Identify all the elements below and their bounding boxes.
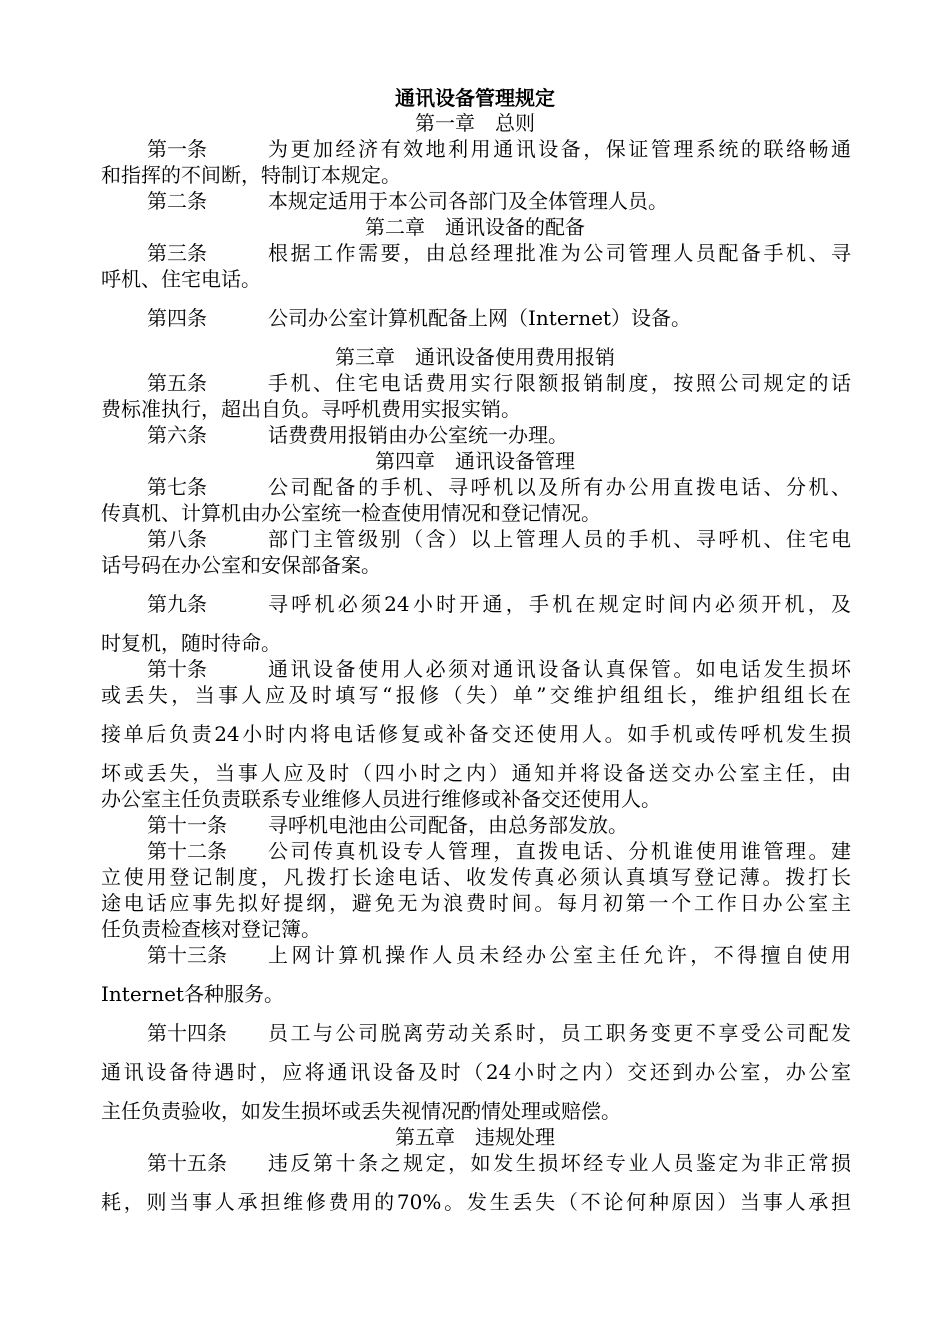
article-text: 上网计算机操作人员未经办公室主任允许，不得擅自使用 bbox=[268, 943, 851, 967]
article-text-continued: 时复机，随时待命。 bbox=[101, 631, 281, 655]
chapter-heading: 第一章 总则 bbox=[415, 111, 535, 135]
chapter-heading: 第三章 通讯设备使用费用报销 bbox=[335, 345, 615, 369]
article-text: 违反第十条之规定，如发生损坏经专业人员鉴定为非正常损 bbox=[268, 1151, 851, 1175]
article-number: 第二条 bbox=[147, 189, 207, 213]
article-text: 公司传真机设专人管理，直拨电话、分机谁使用谁管理。建 bbox=[268, 839, 851, 863]
article-text: 手机、住宅电话费用实行限额报销制度，按照公司规定的话 bbox=[268, 371, 851, 395]
article-number: 第四条 bbox=[147, 306, 207, 330]
article-text-continued: 接单后负责24小时内将电话修复或补备交还使用人。如手机或传呼机发生损 bbox=[101, 722, 851, 746]
article-text-continued: 立使用登记制度，凡拨打长途电话、收发传真必须认真填写登记薄。拨打长 bbox=[101, 865, 851, 889]
article-text-continued: 途电话应事先拟好提纲，避免无为浪费时间。每月初第一个工作日办公室主 bbox=[101, 891, 851, 915]
article-number: 第七条 bbox=[147, 475, 207, 499]
article-text-continued: 任负责检查核对登记簿。 bbox=[101, 917, 321, 941]
article-number: 第三条 bbox=[147, 241, 207, 265]
article-number: 第六条 bbox=[147, 423, 207, 447]
article-number: 第十五条 bbox=[147, 1151, 227, 1175]
article-number: 第十二条 bbox=[147, 839, 227, 863]
article-text-continued: 耗，则当事人承担维修费用的70%。发生丢失（不论何种原因）当事人承担 bbox=[101, 1190, 851, 1214]
article-text-continued: 话号码在办公室和安保部备案。 bbox=[101, 553, 381, 577]
article-text: 公司办公室计算机配备上网（Internet）设备。 bbox=[268, 306, 691, 330]
article-number: 第十四条 bbox=[147, 1021, 227, 1045]
article-number: 第九条 bbox=[147, 592, 207, 616]
chapter-heading: 第四章 通讯设备管理 bbox=[375, 449, 575, 473]
article-text: 为更加经济有效地利用通讯设备，保证管理系统的联络畅通 bbox=[268, 137, 851, 161]
article-text: 员工与公司脱离劳动关系时，员工职务变更不享受公司配发 bbox=[268, 1021, 851, 1045]
article-number: 第八条 bbox=[147, 527, 207, 551]
article-text-continued: 坏或丢失，当事人应及时（四小时之内）通知并将设备送交办公室主任，由 bbox=[101, 761, 851, 785]
article-text-continued: 主任负责验收，如发生损坏或丢失视情况酌情处理或赔偿。 bbox=[101, 1099, 621, 1123]
article-text: 本规定适用于本公司各部门及全体管理人员。 bbox=[268, 189, 668, 213]
article-number: 第一条 bbox=[147, 137, 207, 161]
document-title: 通讯设备管理规定 bbox=[395, 86, 555, 110]
article-text: 部门主管级别（含）以上管理人员的手机、寻呼机、住宅电 bbox=[268, 527, 851, 551]
article-text: 寻呼机必须24小时开通，手机在规定时间内必须开机，及 bbox=[268, 592, 851, 616]
article-text-continued: 传真机、计算机由办公室统一检查使用情况和登记情况。 bbox=[101, 501, 601, 525]
article-text: 寻呼机电池由公司配备，由总务部发放。 bbox=[268, 813, 628, 837]
article-text-continued: 通讯设备待遇时，应将通讯设备及时（24小时之内）交还到办公室，办公室 bbox=[101, 1060, 851, 1084]
article-text: 话费费用报销由办公室统一办理。 bbox=[268, 423, 568, 447]
article-number: 第十条 bbox=[147, 657, 207, 681]
article-text: 根据工作需要，由总经理批准为公司管理人员配备手机、寻 bbox=[268, 241, 851, 265]
article-text-continued: 办公室主任负责联系专业维修人员进行维修或补备交还使用人。 bbox=[101, 787, 661, 811]
article-text-continued: 费标准执行，超出自负。寻呼机费用实报实销。 bbox=[101, 397, 521, 421]
article-text-continued: 呼机、住宅电话。 bbox=[101, 267, 261, 291]
article-text-continued: 和指挥的不间断，特制订本规定。 bbox=[101, 163, 401, 187]
article-number: 第五条 bbox=[147, 371, 207, 395]
article-number: 第十一条 bbox=[147, 813, 227, 837]
article-text: 公司配备的手机、寻呼机以及所有办公用直拨电话、分机、 bbox=[268, 475, 851, 499]
article-text-continued: 或丢失，当事人应及时填写“报修（失）单”交维护组组长，维护组组长在 bbox=[101, 683, 851, 707]
article-number: 第十三条 bbox=[147, 943, 227, 967]
chapter-heading: 第五章 违规处理 bbox=[395, 1125, 555, 1149]
article-text: 通讯设备使用人必须对通讯设备认真保管。如电话发生损坏 bbox=[268, 657, 851, 681]
article-text-continued: Internet各种服务。 bbox=[101, 982, 284, 1006]
chapter-heading: 第二章 通讯设备的配备 bbox=[365, 215, 585, 239]
